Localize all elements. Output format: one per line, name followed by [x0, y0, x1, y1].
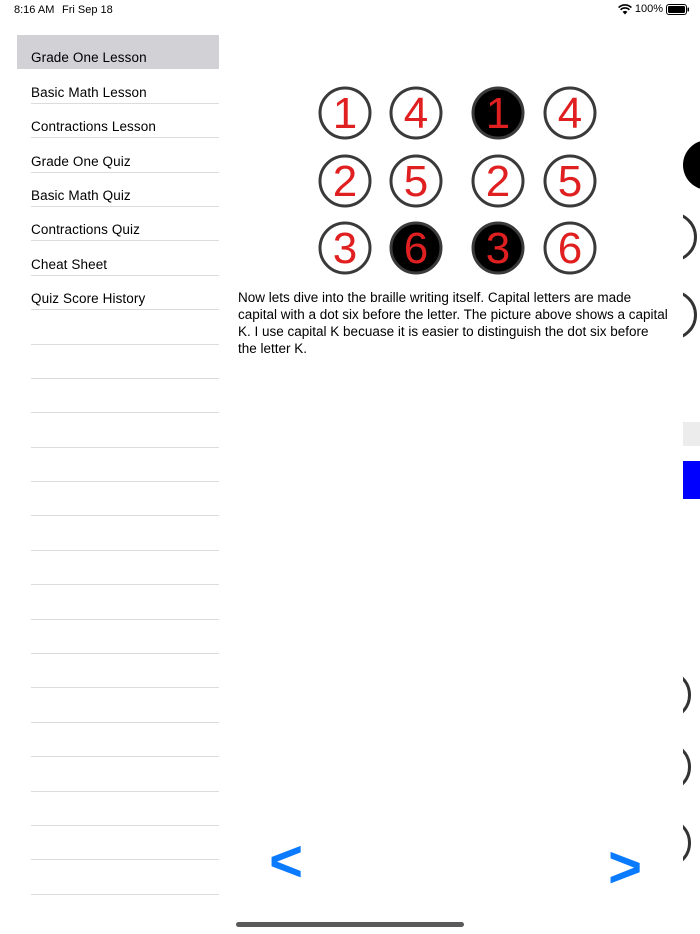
- sidebar-item-label: Cheat Sheet: [31, 256, 108, 272]
- lesson-text: Now lets dive into the braille writing itself. Capital letters are made capital with a dot six before the letter. The picture above shows a capital K. I use capital K becuase it is easier to distinguish the dot six before the letter K.: [238, 290, 668, 356]
- flat-braille-dot-4: [391, 88, 441, 138]
- sidebar-item-contractions-quiz[interactable]: [17, 207, 219, 241]
- empty-list-row: [17, 516, 219, 550]
- sidebar-item-basic-math-quiz[interactable]: [17, 173, 219, 207]
- flat-braille-dot-2: [473, 156, 523, 206]
- sidebar-item-label: Quiz Score History: [31, 291, 146, 307]
- sidebar-item-contractions-lesson[interactable]: [17, 104, 219, 138]
- sidebar-item-grade-one-quiz[interactable]: [17, 138, 219, 172]
- sidebar-item-label: Basic Math Quiz: [31, 187, 131, 203]
- letter-k-cell: [473, 88, 595, 273]
- wifi-icon: [618, 4, 632, 15]
- sidebar-item-label: Contractions Lesson: [31, 119, 156, 135]
- status-date: Fri Sep 18: [62, 4, 113, 16]
- empty-list-row: [17, 620, 219, 654]
- flat-braille-dot-1: [320, 88, 370, 138]
- braille-dot-number: 2: [332, 157, 358, 206]
- peek-filled-dot: [683, 140, 700, 190]
- braille-dot-number: 4: [403, 89, 429, 138]
- empty-list-row: [17, 860, 219, 894]
- empty-list-row: [17, 448, 219, 482]
- flat-braille-dot-2: [320, 156, 370, 206]
- sidebar-item-label: Contractions Quiz: [31, 222, 140, 238]
- raised-braille-dot-3: [473, 223, 523, 273]
- empty-list-row: [17, 792, 219, 826]
- braille-dot-number: 1: [485, 89, 511, 138]
- empty-list-row: [17, 723, 219, 757]
- empty-list-row: [17, 757, 219, 791]
- flat-braille-dot-3: [320, 223, 370, 273]
- status-time: 8:16 AM: [14, 4, 55, 16]
- braille-dot-number: 3: [332, 224, 358, 273]
- previous-page-button[interactable]: <: [269, 829, 303, 894]
- next-page-button[interactable]: >: [608, 835, 642, 900]
- empty-list-row: [17, 345, 219, 379]
- empty-list-row: [17, 413, 219, 447]
- braille-dot-number: 4: [557, 89, 583, 138]
- peek-dot-outline: [683, 290, 697, 340]
- sidebar-item-label: Grade One Lesson: [31, 50, 147, 66]
- empty-list-row: [17, 310, 219, 344]
- empty-list-row: [17, 379, 219, 413]
- empty-list-row: [17, 688, 219, 722]
- braille-dot-number: 6: [403, 224, 429, 273]
- raised-braille-dot-1: [473, 88, 523, 138]
- sidebar-item-label: Basic Math Lesson: [31, 84, 147, 100]
- home-indicator: [236, 922, 464, 927]
- braille-dot-number: 2: [485, 157, 511, 206]
- next-screen-edge-peek: [683, 0, 700, 934]
- status-indicators: [618, 3, 690, 15]
- peek-dot-outline: [683, 670, 691, 720]
- sidebar-item-basic-math-lesson[interactable]: [17, 69, 219, 103]
- sidebar-item-cheat-sheet[interactable]: [17, 241, 219, 275]
- empty-list-row: [17, 654, 219, 688]
- peek-gray-bar: [683, 422, 700, 446]
- flat-braille-dot-5: [545, 156, 595, 206]
- empty-rows: [17, 310, 219, 895]
- sidebar-menu: [17, 35, 219, 905]
- peek-blue-bar: [683, 461, 700, 499]
- battery-percent: 100%: [634, 3, 663, 15]
- sidebar-item-grade-one-lesson[interactable]: [17, 35, 219, 69]
- braille-cells: [312, 84, 608, 280]
- peek-dot-outline: [683, 212, 697, 262]
- empty-list-row: [17, 551, 219, 585]
- sidebar-item-label: Grade One Quiz: [31, 153, 131, 169]
- flat-braille-dot-5: [391, 156, 441, 206]
- sidebar-item-quiz-score-history[interactable]: [17, 276, 219, 310]
- braille-dot-number: 6: [557, 224, 583, 273]
- braille-dot-number: 3: [485, 224, 511, 273]
- peek-dot-outline: [683, 742, 691, 792]
- peek-dot-outline: [683, 818, 691, 868]
- braille-capital-k-figure: [312, 84, 608, 280]
- braille-dot-number: 1: [332, 89, 358, 138]
- dot-six-cell: [320, 88, 441, 273]
- flat-braille-dot-4: [545, 88, 595, 138]
- braille-dot-number: 5: [557, 157, 583, 206]
- status-bar: [0, 0, 700, 20]
- empty-list-row: [17, 482, 219, 516]
- raised-braille-dot-6: [391, 223, 441, 273]
- empty-list-row: [17, 826, 219, 860]
- flat-braille-dot-6: [545, 223, 595, 273]
- empty-list-row: [17, 585, 219, 619]
- braille-dot-number: 5: [403, 157, 429, 206]
